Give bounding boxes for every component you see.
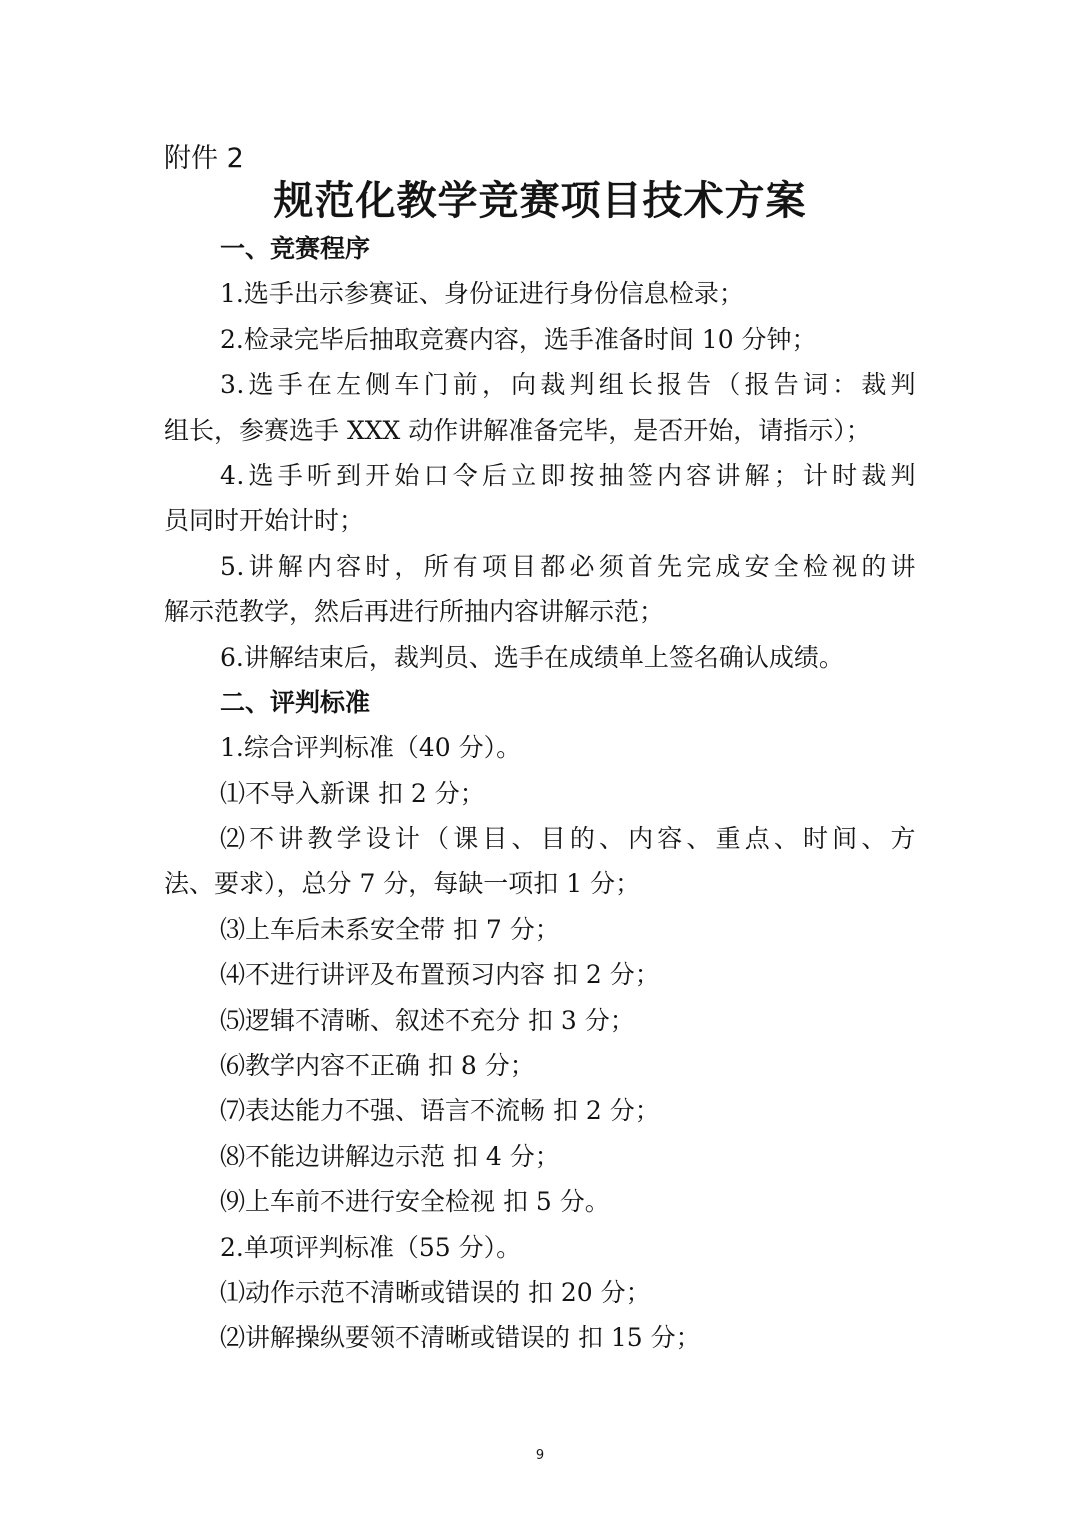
criteria-item: ⑹教学内容不正确 扣 8 分； (220, 1051, 535, 1081)
criteria-item: ⑴不导入新课 扣 2 分； (220, 778, 485, 808)
section-heading-criteria: 二、评判标准 (220, 687, 371, 717)
procedure-step-6: 6.讲解结束后，裁判员、选手在成绩单上签名确认成绩。 (220, 642, 844, 672)
criteria-item-continued: 法、要求），总分 7 分，每缺一项扣 1 分； (164, 869, 641, 899)
criteria-item: ⑼上车前不进行安全检视 扣 5 分。 (220, 1187, 610, 1217)
criteria-single-heading: 2.单项评判标准（55 分）。 (220, 1232, 522, 1262)
document-title: 规范化教学竞赛项目技术方案 (273, 177, 807, 224)
section-heading-procedure: 一、竞赛程序 (220, 234, 371, 263)
procedure-step-4: 4.选手听到开始口令后立即按抽签内容讲解；计时裁判 (220, 460, 916, 490)
criteria-comprehensive-heading: 1.综合评判标准（40 分）。 (220, 733, 522, 763)
procedure-step-5: 5.讲解内容时，所有项目都必须首先完成安全检视的讲 (220, 551, 916, 581)
procedure-step-3-continued: 组长，参赛选手 XXX 动作讲解准备完毕，是否开始，请指示）； (164, 415, 871, 445)
criteria-item: ⑸逻辑不清晰、叙述不充分 扣 3 分； (220, 1005, 635, 1035)
attachment-label: 附件 2 (164, 143, 244, 174)
criteria-item: ⑷不进行讲评及布置预习内容 扣 2 分； (220, 960, 660, 990)
document-body (164, 226, 916, 1361)
procedure-step-5-continued: 解示范教学，然后再进行所抽内容讲解示范； (164, 597, 665, 627)
procedure-step-4-continued: 员同时开始计时； (164, 506, 365, 536)
criteria-item: ⑻不能边讲解边示范 扣 4 分； (220, 1141, 560, 1171)
criteria-item: ⑶上车后未系安全带 扣 7 分； (220, 914, 560, 944)
procedure-step-2: 2.检录完毕后抽取竞赛内容，选手准备时间 10 分钟； (220, 324, 817, 354)
criteria-item: ⑴动作示范不清晰或错误的 扣 20 分； (220, 1277, 651, 1307)
procedure-step-3: 3.选手在左侧车门前，向裁判组长报告（报告词：裁判 (220, 370, 916, 400)
procedure-step-1: 1.选手出示参赛证、身份证进行身份信息检录； (220, 279, 744, 309)
page-number: 9 (535, 1448, 545, 1463)
criteria-item: ⑺表达能力不强、语言不流畅 扣 2 分； (220, 1096, 660, 1126)
criteria-item: ⑵不讲教学设计（课目、目的、内容、重点、时间、方 (220, 824, 916, 854)
criteria-item: ⑵讲解操纵要领不清晰或错误的 扣 15 分； (220, 1323, 701, 1353)
